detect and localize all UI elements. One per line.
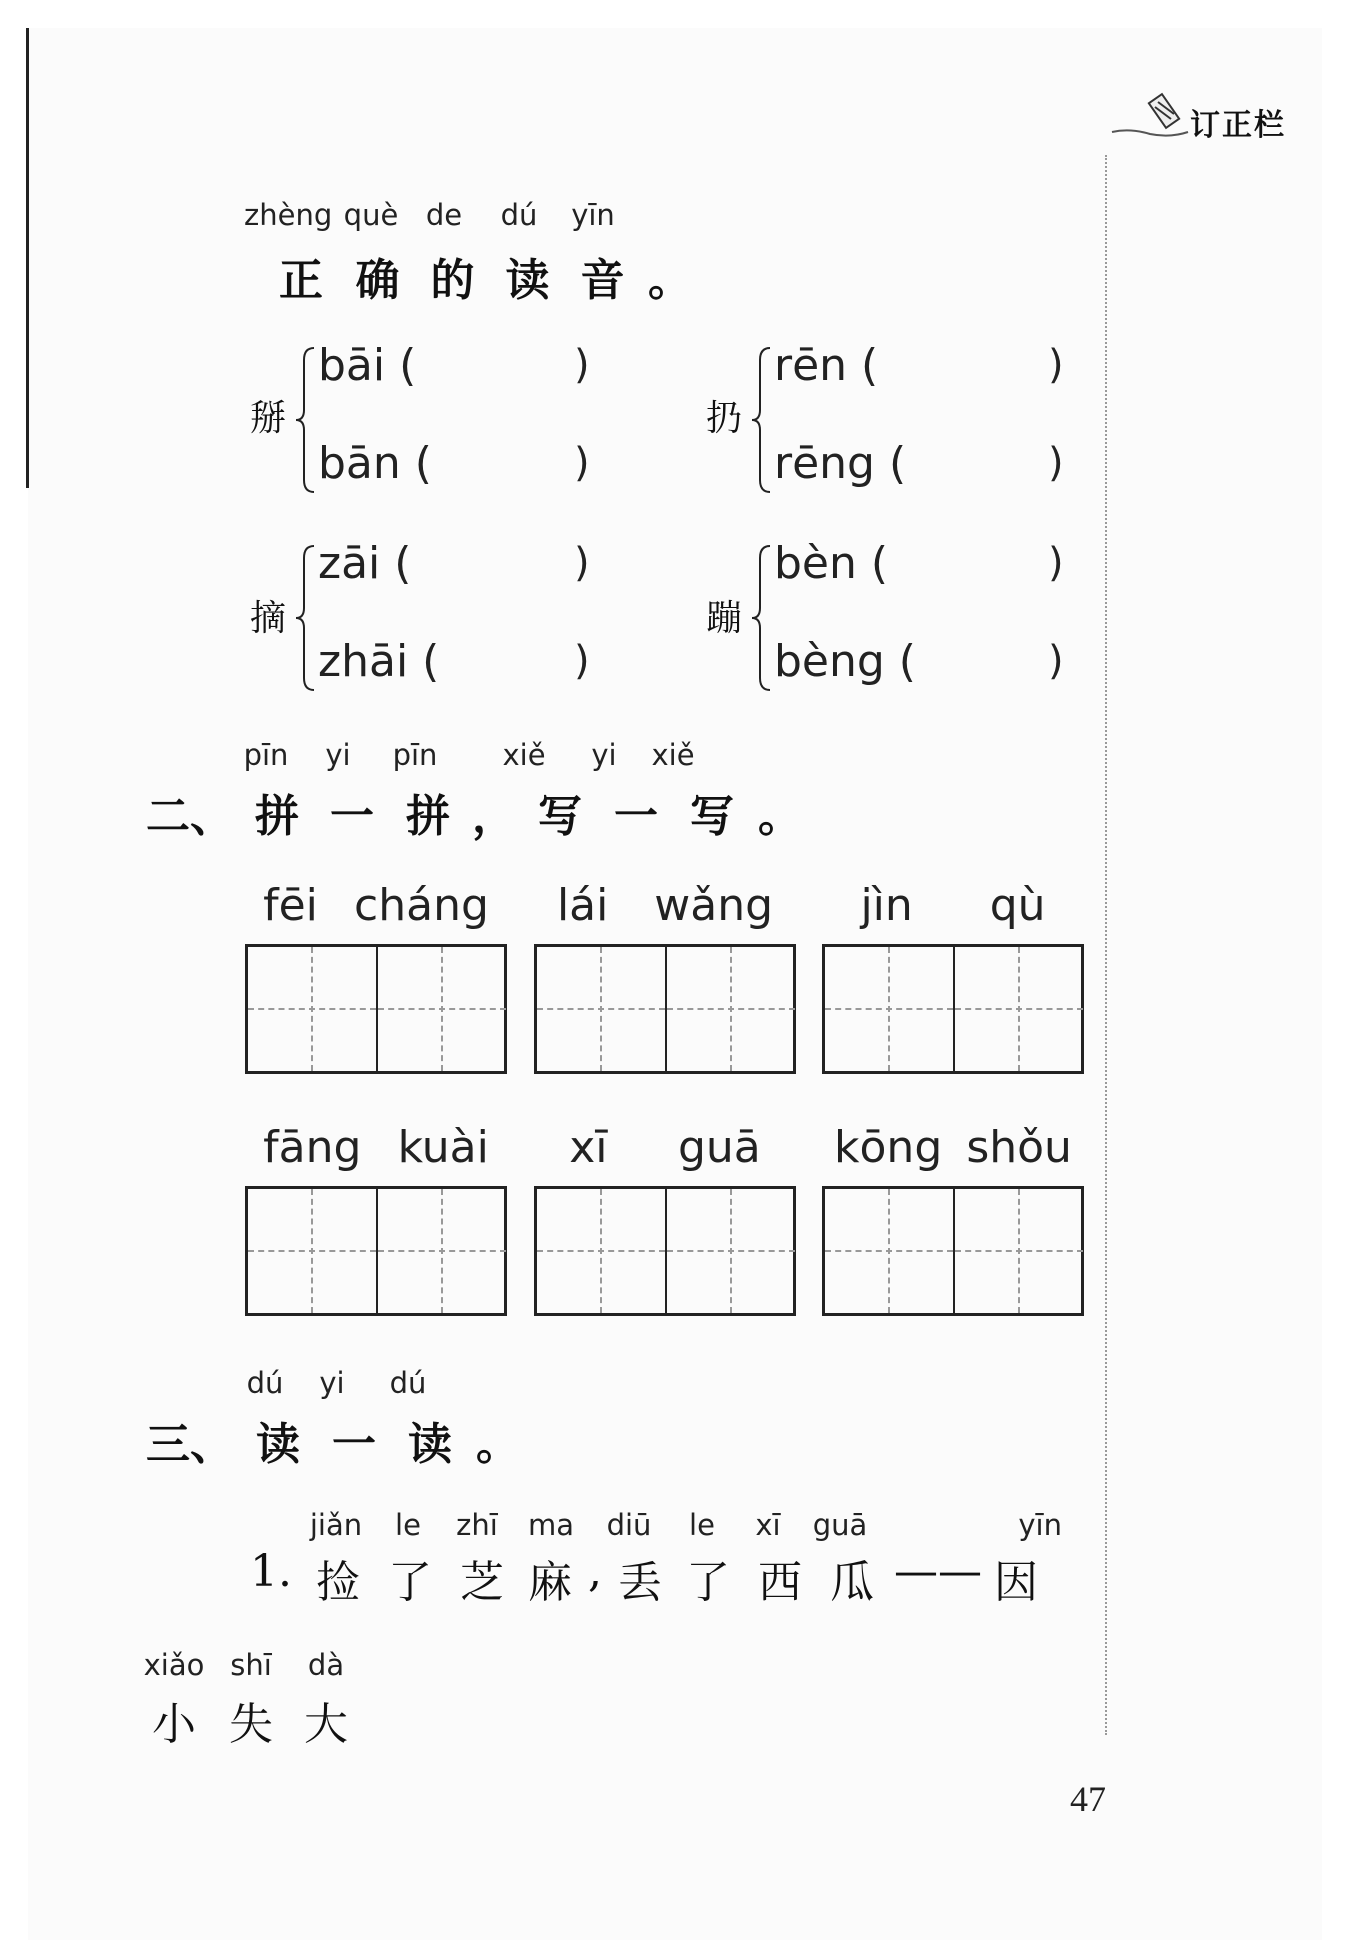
writing-box[interactable]	[534, 944, 796, 1074]
sentence-char: 小	[152, 1699, 196, 1750]
word-pinyin	[822, 880, 1084, 931]
pinyin: què	[343, 198, 399, 232]
pinyin: pīn	[243, 738, 289, 772]
pencil-icon	[1110, 88, 1190, 138]
page-number: 47	[1070, 1779, 1106, 1819]
sentence-char: 大	[304, 1699, 348, 1750]
title-char: 一	[330, 791, 374, 842]
pinyin: le	[395, 1508, 421, 1542]
pinyin: yīn	[571, 198, 615, 232]
title-char: 一	[614, 791, 658, 842]
brace-icon	[294, 544, 316, 692]
sentence-char: 1.	[250, 1546, 292, 1597]
option-pinyin: bèn (	[774, 538, 889, 589]
pinyin: xiě	[502, 738, 546, 772]
title-char: 。	[648, 255, 692, 306]
close-paren: )	[1048, 342, 1064, 388]
close-paren: )	[574, 540, 590, 586]
pinyin: guā	[812, 1508, 868, 1542]
pinyin: yi	[325, 738, 351, 772]
sentence-char: 丢	[618, 1557, 662, 1608]
title-char: 读	[256, 1419, 300, 1470]
pinyin: yīn	[1018, 1508, 1062, 1542]
brace-icon	[750, 544, 772, 692]
pinyin: zhèng	[244, 198, 333, 232]
sentence-char: ——	[894, 1546, 982, 1597]
sentence-char: 捡	[316, 1557, 360, 1608]
title-char: 音	[580, 255, 625, 306]
title-char: 确	[355, 255, 400, 306]
option-pinyin: zāi (	[318, 538, 412, 589]
title-char: 。	[476, 1419, 520, 1470]
sentence-char: 麻	[528, 1557, 572, 1608]
correction-column-title: 订正栏	[1190, 108, 1286, 143]
sentence-pinyin	[134, 1648, 364, 1682]
pinyin: kuài	[397, 1122, 489, 1173]
section3-title	[140, 1408, 528, 1472]
section2-pinyin	[230, 738, 712, 772]
writing-box[interactable]	[245, 1186, 507, 1316]
pinyin: ma	[527, 1508, 575, 1542]
page-spine-line	[26, 28, 29, 488]
pinyin: shī	[230, 1648, 272, 1682]
word-pinyin	[245, 1122, 507, 1173]
polyphone-char: 扔	[706, 398, 743, 439]
close-paren: )	[574, 342, 590, 388]
pinyin: jiǎn	[309, 1508, 363, 1542]
option-pinyin: rēn (	[774, 340, 879, 391]
sentence-char: 芝	[460, 1557, 504, 1608]
sentence-char: 因	[994, 1557, 1038, 1608]
sentence-char: 了	[686, 1557, 730, 1608]
word-pinyin	[534, 880, 796, 931]
pinyin: dú	[500, 198, 538, 232]
close-paren: )	[1048, 638, 1064, 684]
close-paren: )	[1048, 540, 1064, 586]
pinyin: de	[425, 198, 463, 232]
word-pinyin	[245, 880, 507, 931]
writing-box[interactable]	[245, 944, 507, 1074]
writing-box[interactable]	[822, 944, 1084, 1074]
sentence-char: 西	[758, 1557, 802, 1608]
title-char: 拼	[255, 791, 299, 842]
pinyin: wǎng	[654, 880, 774, 931]
close-paren: )	[1048, 440, 1064, 486]
pinyin: kōng	[834, 1122, 943, 1173]
sentence-char: 瓜	[830, 1557, 874, 1608]
section-number: 三、	[146, 1419, 234, 1470]
pinyin: fēi	[263, 880, 318, 931]
word-pinyin	[822, 1122, 1084, 1173]
title-char: 一	[332, 1419, 376, 1470]
pinyin: xiě	[651, 738, 695, 772]
brace-icon	[750, 346, 772, 494]
title-char: 写	[690, 791, 734, 842]
option-pinyin: rēng (	[774, 438, 907, 489]
title-char: 。	[758, 791, 802, 842]
polyphone-char: 摘	[250, 598, 287, 639]
pinyin: lái	[556, 880, 609, 931]
pinyin: zhī	[456, 1508, 498, 1542]
pinyin: dú	[246, 1366, 284, 1400]
pinyin: xī	[755, 1508, 781, 1542]
brace-icon	[294, 346, 316, 494]
pinyin: xiǎo	[143, 1648, 205, 1682]
polyphone-char: 掰	[250, 398, 287, 439]
title-char: 写	[538, 791, 582, 842]
sentence-pinyin	[298, 1508, 1062, 1542]
pinyin: diū	[606, 1508, 652, 1542]
pinyin: xī	[569, 1122, 608, 1173]
pinyin: cháng	[354, 880, 489, 931]
title-char: 正	[279, 255, 323, 306]
title-char: 读	[505, 255, 550, 306]
pinyin: qù	[989, 880, 1046, 931]
pinyin: pīn	[392, 738, 438, 772]
option-pinyin: bān (	[318, 438, 432, 489]
pinyin: guā	[677, 1122, 761, 1173]
pinyin: dà	[307, 1648, 345, 1682]
section2-title	[140, 780, 810, 844]
pinyin: dú	[389, 1366, 427, 1400]
correction-column-divider	[1105, 155, 1107, 1735]
sentence-char: ,	[588, 1546, 602, 1597]
pinyin: yi	[319, 1366, 345, 1400]
title-char: 读	[408, 1419, 452, 1470]
pinyin: jìn	[860, 880, 913, 931]
section1-pinyin	[244, 198, 626, 232]
close-paren: )	[574, 440, 590, 486]
pinyin: shǒu	[966, 1122, 1072, 1173]
writing-box[interactable]	[534, 1186, 796, 1316]
pinyin: le	[689, 1508, 715, 1542]
section-number: 二、	[146, 791, 234, 842]
close-paren: )	[574, 638, 590, 684]
word-pinyin	[534, 1122, 796, 1173]
section3-pinyin	[236, 1366, 446, 1400]
sentence-char: 了	[388, 1557, 432, 1608]
title-char: ，	[472, 791, 516, 842]
title-char: 拼	[406, 791, 450, 842]
option-pinyin: bèng (	[774, 636, 916, 687]
polyphone-char: 蹦	[706, 598, 743, 639]
option-pinyin: zhāi (	[318, 636, 440, 687]
section1-title	[262, 244, 700, 308]
option-pinyin: bāi (	[318, 340, 417, 391]
pinyin: yi	[591, 738, 617, 772]
pinyin: fāng	[263, 1122, 362, 1173]
sentence-text	[240, 1546, 1044, 1610]
sentence-text	[134, 1688, 364, 1752]
sentence-char: 失	[229, 1699, 273, 1750]
writing-box[interactable]	[822, 1186, 1084, 1316]
title-char: 的	[430, 255, 475, 306]
